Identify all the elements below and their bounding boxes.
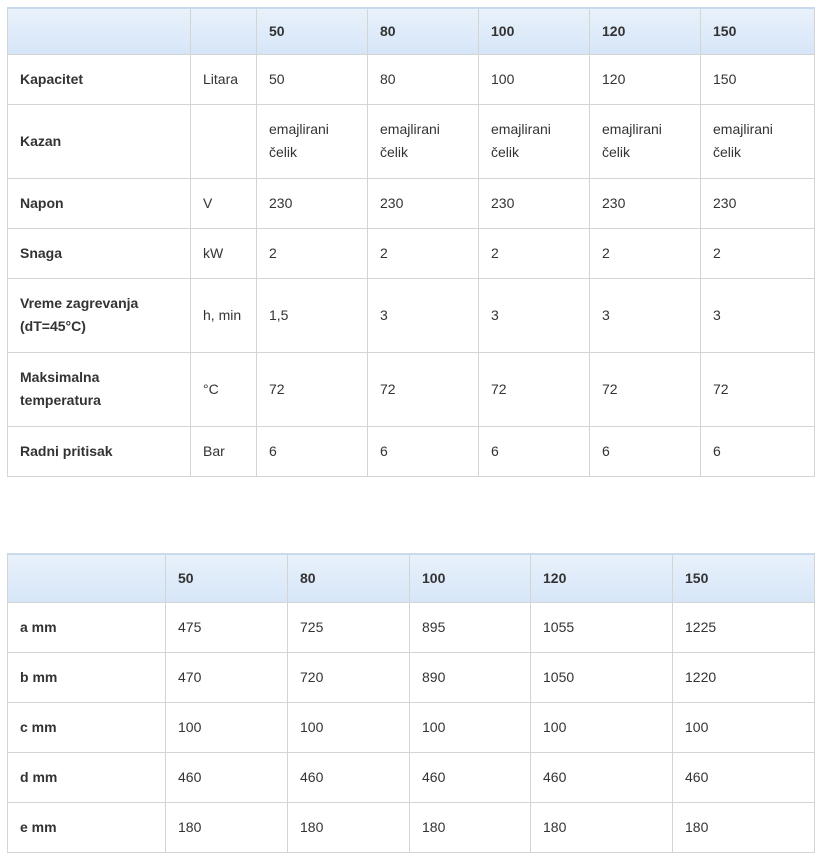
cell: 890 <box>410 652 531 702</box>
cell: 2 <box>479 228 590 278</box>
row-unit: °C <box>191 352 257 426</box>
table-row <box>8 426 815 476</box>
cell: 6 <box>701 426 815 476</box>
cell: 6 <box>257 426 368 476</box>
cell: 475 <box>166 602 288 652</box>
cell: emajlirani čelik <box>368 104 479 178</box>
row-unit: kW <box>191 228 257 278</box>
row-label: Radni pritisak <box>8 426 191 476</box>
table-row <box>8 352 815 426</box>
cell: 6 <box>479 426 590 476</box>
cell: 100 <box>479 54 590 104</box>
table-header-row <box>8 554 815 602</box>
cell: 3 <box>368 278 479 352</box>
table-row <box>8 54 815 104</box>
cell: 230 <box>479 178 590 228</box>
header-cell: 120 <box>590 8 701 54</box>
table-row <box>8 278 815 352</box>
cell: 80 <box>368 54 479 104</box>
cell: 72 <box>590 352 701 426</box>
cell: emajlirani čelik <box>701 104 815 178</box>
cell: 72 <box>701 352 815 426</box>
row-label: Snaga <box>8 228 191 278</box>
cell: 100 <box>288 702 410 752</box>
cell: 2 <box>257 228 368 278</box>
cell: 3 <box>590 278 701 352</box>
cell: 720 <box>288 652 410 702</box>
row-label: Kapacitet <box>8 54 191 104</box>
header-cell: 150 <box>673 554 815 602</box>
row-unit <box>191 104 257 178</box>
header-cell: 120 <box>531 554 673 602</box>
row-label: Kazan <box>8 104 191 178</box>
cell: 100 <box>673 702 815 752</box>
header-cell: 100 <box>410 554 531 602</box>
cell: 460 <box>531 752 673 802</box>
specs-table <box>7 7 815 477</box>
cell: emajlirani čelik <box>590 104 701 178</box>
dimensions-table <box>7 553 815 853</box>
row-label: Vreme zagrevanja (dT=45°C) <box>8 278 191 352</box>
table-row <box>8 602 815 652</box>
cell: 6 <box>368 426 479 476</box>
table-row <box>8 178 815 228</box>
row-label: d mm <box>8 752 166 802</box>
header-cell: 50 <box>257 8 368 54</box>
cell: 120 <box>590 54 701 104</box>
row-unit: Bar <box>191 426 257 476</box>
cell: emajlirani čelik <box>257 104 368 178</box>
cell: 100 <box>531 702 673 752</box>
header-cell: 150 <box>701 8 815 54</box>
cell: 460 <box>166 752 288 802</box>
cell: 470 <box>166 652 288 702</box>
row-label: e mm <box>8 802 166 852</box>
cell: 100 <box>410 702 531 752</box>
table-row <box>8 702 815 752</box>
header-cell <box>8 554 166 602</box>
cell: 150 <box>701 54 815 104</box>
table-row <box>8 752 815 802</box>
cell: 1055 <box>531 602 673 652</box>
cell: 6 <box>590 426 701 476</box>
row-label: Napon <box>8 178 191 228</box>
table-row <box>8 104 815 178</box>
header-cell: 80 <box>368 8 479 54</box>
cell: 180 <box>673 802 815 852</box>
cell: 1225 <box>673 602 815 652</box>
cell: 72 <box>368 352 479 426</box>
table-row <box>8 652 815 702</box>
cell: 180 <box>288 802 410 852</box>
cell: 460 <box>288 752 410 802</box>
table-row <box>8 228 815 278</box>
cell: 230 <box>368 178 479 228</box>
row-unit: V <box>191 178 257 228</box>
cell: 2 <box>701 228 815 278</box>
row-label: a mm <box>8 602 166 652</box>
header-cell <box>191 8 257 54</box>
table-header-row <box>8 8 815 54</box>
cell: 230 <box>590 178 701 228</box>
cell: emajlirani čelik <box>479 104 590 178</box>
cell: 3 <box>701 278 815 352</box>
header-cell: 80 <box>288 554 410 602</box>
cell: 180 <box>531 802 673 852</box>
cell: 3 <box>479 278 590 352</box>
cell: 230 <box>701 178 815 228</box>
header-cell: 50 <box>166 554 288 602</box>
cell: 725 <box>288 602 410 652</box>
cell: 460 <box>410 752 531 802</box>
cell: 100 <box>166 702 288 752</box>
cell: 180 <box>166 802 288 852</box>
header-cell: 100 <box>479 8 590 54</box>
row-label: b mm <box>8 652 166 702</box>
cell: 895 <box>410 602 531 652</box>
cell: 2 <box>590 228 701 278</box>
cell: 50 <box>257 54 368 104</box>
table-row <box>8 802 815 852</box>
cell: 230 <box>257 178 368 228</box>
cell: 460 <box>673 752 815 802</box>
cell: 72 <box>479 352 590 426</box>
row-unit: Litara <box>191 54 257 104</box>
row-label: Maksimalna temperatura <box>8 352 191 426</box>
cell: 1,5 <box>257 278 368 352</box>
row-label: c mm <box>8 702 166 752</box>
cell: 1220 <box>673 652 815 702</box>
cell: 180 <box>410 802 531 852</box>
cell: 72 <box>257 352 368 426</box>
cell: 2 <box>368 228 479 278</box>
cell: 1050 <box>531 652 673 702</box>
row-unit: h, min <box>191 278 257 352</box>
header-cell <box>8 8 191 54</box>
